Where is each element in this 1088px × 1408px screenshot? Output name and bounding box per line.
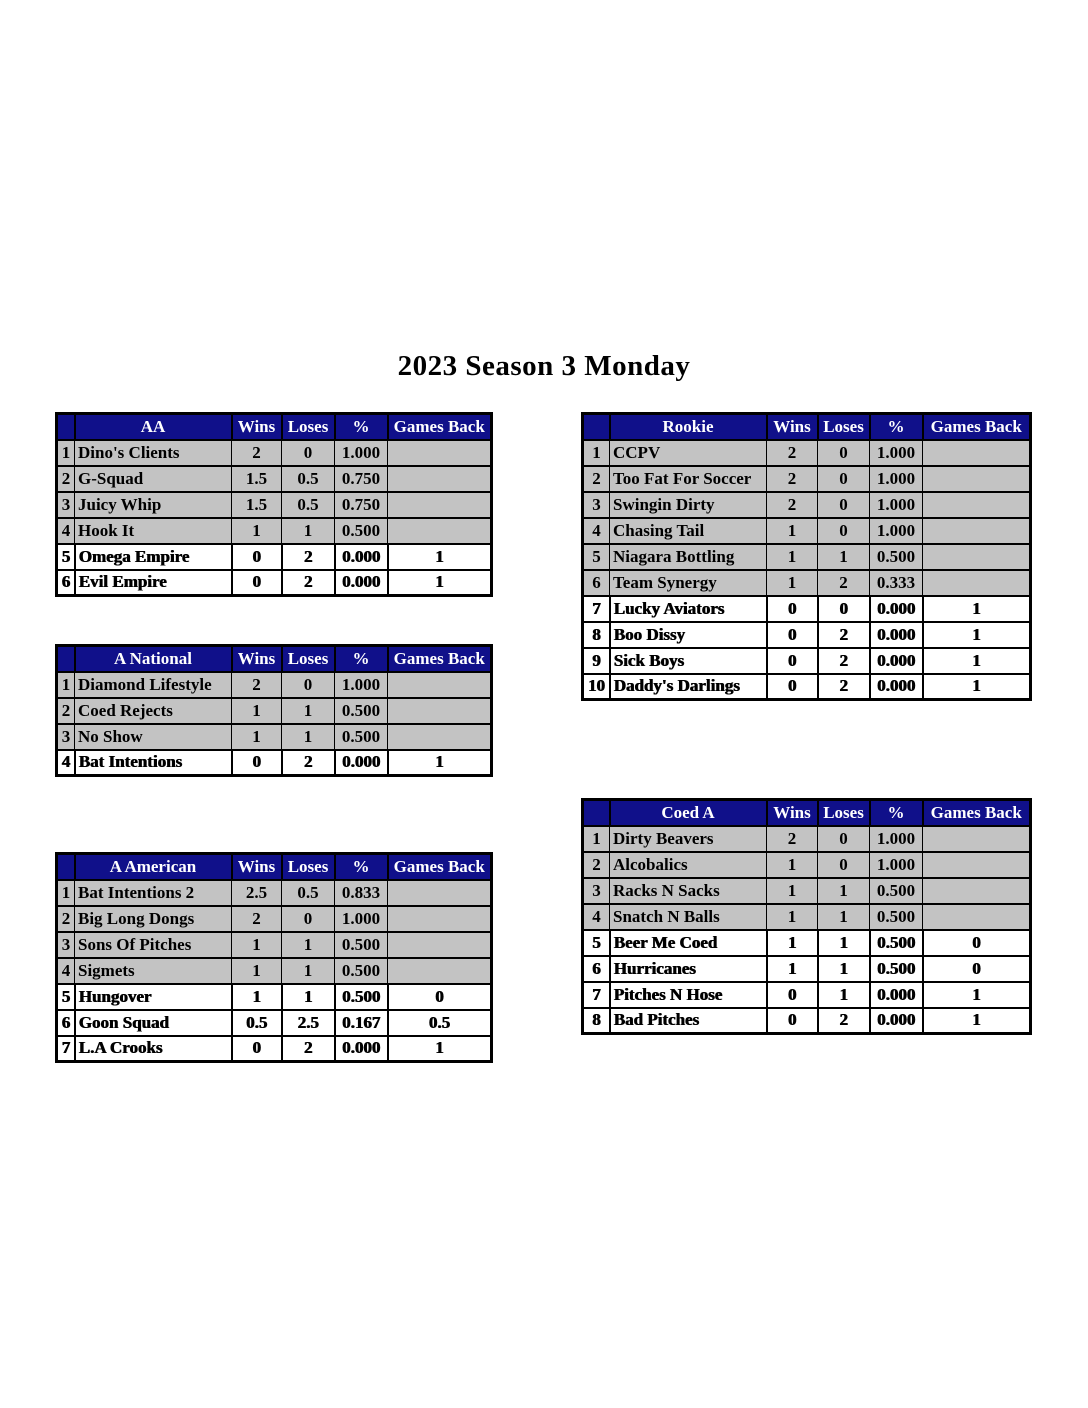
wins-cell: 1: [767, 570, 818, 596]
wins-cell: 0: [232, 750, 282, 776]
games-back-cell: [923, 570, 1031, 596]
team-name-cell: Bad Pitches: [610, 1008, 767, 1034]
table-row: [57, 750, 492, 776]
loses-cell: 1: [818, 930, 870, 956]
rank-cell: 6: [57, 570, 75, 596]
pct-cell: 0.500: [335, 698, 388, 724]
header-row: [57, 646, 492, 672]
games-back-cell: 1: [388, 544, 492, 570]
table-row: [583, 1008, 1031, 1034]
column-header-wins: Wins: [232, 414, 282, 440]
games-back-cell: 1: [923, 648, 1031, 674]
pct-cell: 0.500: [870, 878, 923, 904]
loses-cell: 2: [818, 1008, 870, 1034]
wins-cell: 1: [232, 984, 282, 1010]
loses-cell: 1: [818, 956, 870, 982]
wins-cell: 1.5: [232, 492, 282, 518]
games-back-cell: [923, 466, 1031, 492]
games-back-cell: [923, 440, 1031, 466]
team-name-cell: No Show: [75, 724, 232, 750]
pct-cell: 1.000: [870, 440, 923, 466]
rank-cell: 3: [583, 492, 610, 518]
division-header: Rookie: [610, 414, 767, 440]
loses-cell: 0: [818, 596, 870, 622]
left-column: [55, 412, 490, 1063]
loses-cell: 2: [282, 750, 335, 776]
pct-cell: 0.833: [335, 880, 388, 906]
wins-cell: 1: [767, 956, 818, 982]
team-name-cell: Boo Dissy: [610, 622, 767, 648]
loses-cell: 0: [282, 440, 335, 466]
wins-cell: 1: [232, 958, 282, 984]
pct-cell: 0.750: [335, 466, 388, 492]
loses-cell: 2: [818, 622, 870, 648]
table-row: [583, 492, 1031, 518]
rank-cell: 2: [583, 852, 610, 878]
loses-cell: 2: [818, 570, 870, 596]
team-name-cell: Big Long Dongs: [75, 906, 232, 932]
team-name-cell: Racks N Sacks: [610, 878, 767, 904]
wins-cell: 1: [232, 518, 282, 544]
team-name-cell: Sons Of Pitches: [75, 932, 232, 958]
loses-cell: 2: [282, 570, 335, 596]
table-row: [583, 596, 1031, 622]
table-row: [583, 622, 1031, 648]
games-back-cell: 1: [923, 596, 1031, 622]
table-row: [57, 544, 492, 570]
pct-cell: 0.000: [870, 674, 923, 700]
team-name-cell: CCPV: [610, 440, 767, 466]
table-row: [583, 956, 1031, 982]
games-back-cell: 1: [923, 1008, 1031, 1034]
table-row: [57, 724, 492, 750]
loses-cell: 0.5: [282, 492, 335, 518]
loses-cell: 1: [818, 878, 870, 904]
pct-cell: 0.000: [870, 596, 923, 622]
standings-table-rookie: [581, 412, 1032, 701]
column-header-wins: Wins: [767, 414, 818, 440]
pct-cell: 0.000: [335, 1036, 388, 1062]
pct-cell: 0.500: [870, 956, 923, 982]
team-name-cell: Coed Rejects: [75, 698, 232, 724]
games-back-cell: [923, 518, 1031, 544]
pct-cell: 0.000: [335, 750, 388, 776]
rank-cell: 8: [583, 622, 610, 648]
team-name-cell: Swingin Dirty: [610, 492, 767, 518]
rank-cell: 1: [57, 880, 75, 906]
pct-cell: 1.000: [870, 466, 923, 492]
wins-cell: 1: [767, 852, 818, 878]
wins-cell: 1: [767, 904, 818, 930]
wins-cell: 0: [767, 1008, 818, 1034]
table-row: [583, 674, 1031, 700]
rank-cell: 7: [583, 596, 610, 622]
table-row: [57, 984, 492, 1010]
rank-cell: 1: [57, 672, 75, 698]
games-back-cell: 1: [388, 750, 492, 776]
team-name-cell: L.A Crooks: [75, 1036, 232, 1062]
rank-cell: 4: [57, 958, 75, 984]
team-name-cell: Diamond Lifestyle: [75, 672, 232, 698]
loses-cell: 0: [818, 440, 870, 466]
team-name-cell: Too Fat For Soccer: [610, 466, 767, 492]
games-back-cell: [923, 852, 1031, 878]
table-row: [583, 544, 1031, 570]
games-back-cell: [923, 492, 1031, 518]
loses-cell: 1: [282, 984, 335, 1010]
division-header: Coed A: [610, 800, 767, 826]
wins-cell: 2: [767, 440, 818, 466]
loses-cell: 0: [282, 906, 335, 932]
division-header: A National: [75, 646, 232, 672]
games-back-cell: [388, 880, 492, 906]
wins-cell: 0: [232, 570, 282, 596]
rank-column-header: [583, 800, 610, 826]
rank-cell: 7: [583, 982, 610, 1008]
rank-cell: 3: [57, 492, 75, 518]
loses-cell: 1: [282, 932, 335, 958]
wins-cell: 1: [232, 724, 282, 750]
pct-cell: 1.000: [335, 440, 388, 466]
rank-cell: 5: [583, 544, 610, 570]
games-back-cell: [923, 826, 1031, 852]
rank-cell: 7: [57, 1036, 75, 1062]
games-back-cell: [388, 906, 492, 932]
games-back-cell: [923, 544, 1031, 570]
wins-cell: 1: [767, 518, 818, 544]
games-back-cell: 0: [388, 984, 492, 1010]
pct-cell: 1.000: [870, 518, 923, 544]
games-back-cell: [388, 698, 492, 724]
table-row: [57, 518, 492, 544]
table-row: [57, 698, 492, 724]
pct-cell: 1.000: [335, 672, 388, 698]
standings-table-coeda: [581, 798, 1032, 1035]
team-name-cell: Daddy's Darlings: [610, 674, 767, 700]
team-name-cell: Pitches N Hose: [610, 982, 767, 1008]
standings-table-anational: [55, 644, 493, 777]
pct-cell: 0.500: [870, 904, 923, 930]
wins-cell: 2: [767, 492, 818, 518]
games-back-cell: 1: [923, 982, 1031, 1008]
team-name-cell: Alcobalics: [610, 852, 767, 878]
table-row: [57, 880, 492, 906]
rank-cell: 2: [57, 698, 75, 724]
right-column: [581, 412, 1029, 1035]
pct-cell: 0.500: [335, 932, 388, 958]
games-back-cell: [923, 878, 1031, 904]
rank-cell: 3: [57, 932, 75, 958]
table-row: [57, 492, 492, 518]
games-back-cell: [388, 440, 492, 466]
team-name-cell: Niagara Bottling: [610, 544, 767, 570]
games-back-cell: [388, 958, 492, 984]
pct-cell: 0.500: [335, 724, 388, 750]
column-header-games-back: Games Back: [923, 800, 1031, 826]
column-header-games-back: Games Back: [388, 414, 492, 440]
team-name-cell: Lucky Aviators: [610, 596, 767, 622]
team-name-cell: Evil Empire: [75, 570, 232, 596]
table-row: [583, 570, 1031, 596]
wins-cell: 0: [767, 674, 818, 700]
rank-cell: 2: [57, 906, 75, 932]
games-back-cell: [388, 466, 492, 492]
column-header-loses: Loses: [282, 646, 335, 672]
standings-table-aa: [55, 412, 493, 597]
team-name-cell: Hungover: [75, 984, 232, 1010]
wins-cell: 1.5: [232, 466, 282, 492]
column-header-wins: Wins: [767, 800, 818, 826]
loses-cell: 0: [818, 518, 870, 544]
team-name-cell: Snatch N Balls: [610, 904, 767, 930]
wins-cell: 2: [232, 906, 282, 932]
rank-cell: 2: [57, 466, 75, 492]
loses-cell: 1: [282, 698, 335, 724]
games-back-cell: [388, 724, 492, 750]
loses-cell: 0.5: [282, 466, 335, 492]
wins-cell: 0: [232, 544, 282, 570]
rank-cell: 5: [57, 544, 75, 570]
wins-cell: 2: [232, 672, 282, 698]
rank-cell: 6: [583, 956, 610, 982]
column-header-loses: Loses: [282, 414, 335, 440]
games-back-cell: [388, 932, 492, 958]
team-name-cell: Sigmets: [75, 958, 232, 984]
pct-cell: 0.000: [335, 544, 388, 570]
loses-cell: 2: [818, 674, 870, 700]
loses-cell: 2: [282, 1036, 335, 1062]
pct-cell: 1.000: [335, 906, 388, 932]
table-row: [57, 958, 492, 984]
wins-cell: 0: [767, 596, 818, 622]
rank-cell: 3: [583, 878, 610, 904]
wins-cell: 2: [767, 466, 818, 492]
page-title: 2023 Season 3 Monday: [397, 350, 691, 382]
rank-cell: 1: [583, 826, 610, 852]
wins-cell: 0.5: [232, 1010, 282, 1036]
pct-cell: 0.000: [870, 1008, 923, 1034]
column-header-pct: %: [870, 414, 923, 440]
pct-cell: 0.500: [335, 518, 388, 544]
games-back-cell: [388, 492, 492, 518]
wins-cell: 0: [767, 982, 818, 1008]
rank-cell: 5: [583, 930, 610, 956]
team-name-cell: Goon Squad: [75, 1010, 232, 1036]
loses-cell: 1: [818, 544, 870, 570]
rank-cell: 4: [583, 518, 610, 544]
pct-cell: 0.500: [335, 984, 388, 1010]
header-row: [57, 414, 492, 440]
loses-cell: 1: [282, 724, 335, 750]
table-row: [57, 466, 492, 492]
wins-cell: 1: [767, 878, 818, 904]
games-back-cell: 0: [923, 930, 1031, 956]
rank-cell: 1: [57, 440, 75, 466]
rank-cell: 10: [583, 674, 610, 700]
table-row: [57, 440, 492, 466]
team-name-cell: Dirty Beavers: [610, 826, 767, 852]
wins-cell: 0: [767, 648, 818, 674]
table-row: [57, 906, 492, 932]
rank-cell: 4: [583, 904, 610, 930]
wins-cell: 1: [232, 932, 282, 958]
table-row: [583, 878, 1031, 904]
games-back-cell: [388, 672, 492, 698]
table-row: [583, 466, 1031, 492]
pct-cell: 0.333: [870, 570, 923, 596]
rank-column-header: [57, 854, 75, 880]
pct-cell: 0.500: [335, 958, 388, 984]
pct-cell: 0.500: [870, 544, 923, 570]
team-name-cell: Team Synergy: [610, 570, 767, 596]
games-back-cell: 1: [388, 570, 492, 596]
loses-cell: 2: [818, 648, 870, 674]
column-header-loses: Loses: [818, 414, 870, 440]
team-name-cell: Hook It: [75, 518, 232, 544]
pct-cell: 1.000: [870, 852, 923, 878]
table-row: [583, 930, 1031, 956]
pct-cell: 0.750: [335, 492, 388, 518]
table-row: [583, 648, 1031, 674]
column-header-pct: %: [335, 854, 388, 880]
table-row: [57, 1036, 492, 1062]
loses-cell: 1: [818, 982, 870, 1008]
wins-cell: 1: [767, 544, 818, 570]
column-header-wins: Wins: [232, 646, 282, 672]
loses-cell: 0: [818, 852, 870, 878]
table-row: [583, 904, 1031, 930]
rank-cell: 5: [57, 984, 75, 1010]
wins-cell: 0: [767, 622, 818, 648]
pct-cell: 0.000: [870, 648, 923, 674]
games-back-cell: 1: [388, 1036, 492, 1062]
table-row: [583, 852, 1031, 878]
wins-cell: 1: [232, 698, 282, 724]
wins-cell: 2: [232, 440, 282, 466]
games-back-cell: [923, 904, 1031, 930]
team-name-cell: Sick Boys: [610, 648, 767, 674]
table-row: [583, 518, 1031, 544]
pct-cell: 1.000: [870, 826, 923, 852]
loses-cell: 2.5: [282, 1010, 335, 1036]
rank-cell: 6: [57, 1010, 75, 1036]
games-back-cell: 1: [923, 622, 1031, 648]
loses-cell: 0.5: [282, 880, 335, 906]
loses-cell: 2: [282, 544, 335, 570]
table-row: [57, 672, 492, 698]
loses-cell: 0: [818, 466, 870, 492]
pct-cell: 0.500: [870, 930, 923, 956]
division-header: A American: [75, 854, 232, 880]
column-header-games-back: Games Back: [923, 414, 1031, 440]
wins-cell: 2: [767, 826, 818, 852]
wins-cell: 1: [767, 930, 818, 956]
pct-cell: 0.000: [335, 570, 388, 596]
column-header-pct: %: [335, 414, 388, 440]
rank-cell: 2: [583, 466, 610, 492]
rank-cell: 8: [583, 1008, 610, 1034]
team-name-cell: Chasing Tail: [610, 518, 767, 544]
team-name-cell: G-Squad: [75, 466, 232, 492]
column-header-loses: Loses: [818, 800, 870, 826]
loses-cell: 1: [282, 958, 335, 984]
pct-cell: 0.000: [870, 622, 923, 648]
column-header-loses: Loses: [282, 854, 335, 880]
rank-column-header: [583, 414, 610, 440]
team-name-cell: Hurricanes: [610, 956, 767, 982]
division-header: AA: [75, 414, 232, 440]
table-row: [583, 826, 1031, 852]
pct-cell: 0.000: [870, 982, 923, 1008]
column-header-games-back: Games Back: [388, 646, 492, 672]
column-header-pct: %: [870, 800, 923, 826]
header-row: [57, 854, 492, 880]
standings-table-aamerican: [55, 852, 493, 1063]
column-header-wins: Wins: [232, 854, 282, 880]
loses-cell: 1: [818, 904, 870, 930]
loses-cell: 1: [282, 518, 335, 544]
rank-cell: 4: [57, 750, 75, 776]
table-row: [57, 570, 492, 596]
pct-cell: 1.000: [870, 492, 923, 518]
pct-cell: 0.167: [335, 1010, 388, 1036]
games-back-cell: 0: [923, 956, 1031, 982]
rank-cell: 3: [57, 724, 75, 750]
rank-column-header: [57, 646, 75, 672]
header-row: [583, 414, 1031, 440]
rank-cell: 1: [583, 440, 610, 466]
loses-cell: 0: [818, 492, 870, 518]
table-row: [583, 440, 1031, 466]
column-header-games-back: Games Back: [388, 854, 492, 880]
team-name-cell: Bat Intentions: [75, 750, 232, 776]
header-row: [583, 800, 1031, 826]
rank-cell: 6: [583, 570, 610, 596]
games-back-cell: 0.5: [388, 1010, 492, 1036]
team-name-cell: Bat Intentions 2: [75, 880, 232, 906]
wins-cell: 0: [232, 1036, 282, 1062]
games-back-cell: [388, 518, 492, 544]
team-name-cell: Omega Empire: [75, 544, 232, 570]
loses-cell: 0: [818, 826, 870, 852]
rank-cell: 9: [583, 648, 610, 674]
rank-cell: 4: [57, 518, 75, 544]
table-row: [57, 932, 492, 958]
team-name-cell: Dino's Clients: [75, 440, 232, 466]
table-row: [57, 1010, 492, 1036]
wins-cell: 2.5: [232, 880, 282, 906]
team-name-cell: Beer Me Coed: [610, 930, 767, 956]
games-back-cell: 1: [923, 674, 1031, 700]
table-row: [583, 982, 1031, 1008]
team-name-cell: Juicy Whip: [75, 492, 232, 518]
column-header-pct: %: [335, 646, 388, 672]
loses-cell: 0: [282, 672, 335, 698]
rank-column-header: [57, 414, 75, 440]
